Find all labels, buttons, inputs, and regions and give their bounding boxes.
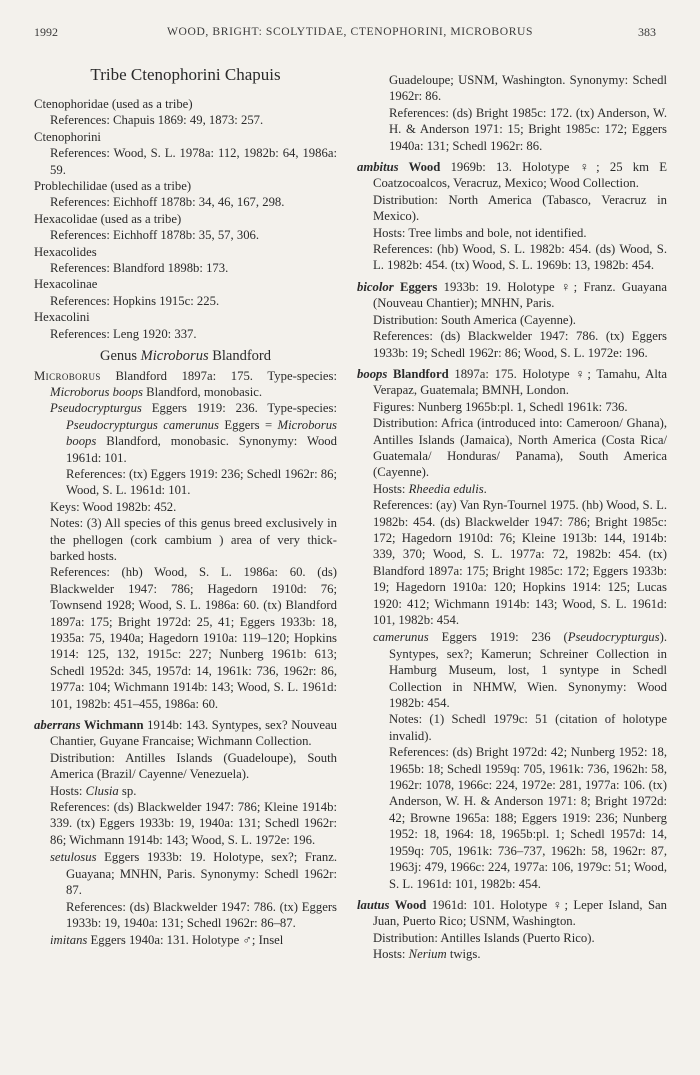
synonym-name: Problechilidae (used as a tribe) <box>34 179 192 194</box>
pseudocrypturgus-entry <box>50 400 337 466</box>
species-hosts <box>34 783 337 799</box>
species-author: Wichmann <box>80 718 144 733</box>
pseudo-refs: References: (tx) Eggers 1919: 236; Schedl 1962r: 86; Wood, S. L. 1961d: 101. <box>66 466 337 498</box>
species-distribution: Distribution: Africa (introduced into: Cameroon/ Ghana), Antilles Islands (Jamaica), North America (Costa Rica/ Guatemala/ Honduras/ Panama), South America (Cayenne). <box>373 416 667 480</box>
genus-title-name: Microborus <box>140 348 209 365</box>
genus-title-prefix: Genus <box>99 348 141 365</box>
synonym-notes: Notes: (1) Schedl 1979c: 51 (citation of holotype invalid). <box>389 712 667 743</box>
synonym-imitans <box>34 932 337 948</box>
hosts-tail: twigs. <box>446 947 481 962</box>
species-author: Wood <box>398 160 441 175</box>
synonym-line: Eggers 1919: 236 ( <box>428 630 568 645</box>
synonym-entry <box>34 178 337 211</box>
synonym-name: imitans <box>50 933 88 948</box>
pseudo-eq: Eggers = <box>218 417 278 432</box>
species-name: ambitus <box>357 160 399 175</box>
species-header <box>357 897 667 930</box>
species-references: References: (ay) Van Ryn-Tournel 1975. (hb) Wood, S. L. 1982b: 454. (ds) Blackwelder 1947: 786; Bright 1985c: 172; Hagedorn 1910d: 76; Kleine 1913b: 144, 1914b: 339, 370; Wood, S. L. 1977a: 72, 1982b: 454. (tx) Blandford 1897a: 175; Bright 1985c: 172; Eggers 1933b: 19; Hagedorn 1910a: 120; Hopkins 1914: 125; Lucas 1920: 412; Wichmann 1914b: 143; Wood, S. L. 1961d: 101, 1982b: 454. <box>373 498 667 627</box>
synonym-entry <box>34 211 337 244</box>
species-header <box>357 279 667 312</box>
synonym-name: Hexacolinae <box>34 277 98 292</box>
species-author: Blandford <box>387 366 449 381</box>
pseudo-eq-name: Microborus boops <box>66 417 337 449</box>
species-name: aberrans <box>34 718 81 733</box>
genus-notes: Notes: (3) All species of this genus breed exclusively in the phellogen (cork cambium ) area of very thick-barked hosts. <box>50 516 337 563</box>
right-column <box>357 72 667 963</box>
synonym-imitans-continued <box>357 72 667 154</box>
synonym-refs: References: Eichhoff 1878b: 34, 46, 167, 298. <box>50 195 285 210</box>
left-column <box>34 64 337 949</box>
synonym-refs: References: Wood, S. L. 1978a: 112, 1982b: 64, 1986a: 59. <box>50 146 337 177</box>
synonym-name: camerunus <box>373 630 429 645</box>
synonym-name: Ctenophorini <box>34 129 101 144</box>
genus-rest: Blandford 1897a: 175. Type-species: <box>100 368 337 383</box>
pseudo-tail: Blandford, monobasic. Synonymy: Wood 1961d: 101. <box>66 434 337 465</box>
genus-synonym-block <box>34 400 337 498</box>
hosts-tail: . <box>483 481 487 496</box>
species-line: 1897a: 175. Holotype ♀; Tamahu, Alta Verapaz, Guatemala; BMNH, London. <box>373 366 667 398</box>
species-header <box>357 366 667 399</box>
species-line: 1914b: 143. Syntypes, sex? Nouveau Chantier, Guyane Francaise; Wichmann Collection. <box>50 718 337 749</box>
synonym-line: Eggers 1933b: 19. Holotype, sex?; Franz. Guayana; MNHN, Paris. Synonymy: Schedl 1962r: 87. <box>66 850 337 898</box>
synonym-references: References: (ds) Blackwelder 1947: 786. (tx) Eggers 1933b: 19, 1940a: 131; Schedl 1962r: 86–87. <box>66 899 337 930</box>
synonym-name: setulosus <box>50 850 97 865</box>
imitans-references: References: (ds) Bright 1985c: 172. (tx) Anderson, W. H. & Anderson 1971: 15; Bright 1985c: 172; Eggers 1940a: 131; Schedl 1962r: 86. <box>389 105 667 153</box>
synonym-header <box>50 932 337 948</box>
species-hosts <box>357 481 667 497</box>
species-author: Eggers <box>393 279 438 294</box>
species-name: lautus <box>357 897 390 912</box>
page-number: 383 <box>638 25 656 39</box>
genus-title <box>34 348 337 364</box>
genus-name: Microborus <box>34 368 101 383</box>
species-hosts: Hosts: Tree limbs and bole, not identified. <box>373 225 587 240</box>
synonym-name: Hexacolini <box>34 310 90 325</box>
pseudo-rest: Eggers 1919: 236. Type-species: <box>141 401 337 416</box>
header-year: 1992 <box>34 25 58 39</box>
hosts-name: Nerium <box>408 947 447 962</box>
species-figures: Figures: Nunberg 1965b:pl. 1, Schedl 1961k: 736. <box>373 399 628 414</box>
species-header <box>357 159 667 192</box>
genus-type-rest: Blandford, monobasic. <box>142 384 263 399</box>
species-entry-ambitus <box>357 159 667 274</box>
synonym-name: Hexacolidae (used as a tribe) <box>34 211 182 226</box>
synonym-refs: References: Eichhoff 1878b: 35, 57, 306. <box>50 228 260 243</box>
synonym-entry <box>34 276 337 309</box>
genus-keys: Keys: Wood 1982b: 452. <box>50 499 177 514</box>
hosts-name: Clusia <box>85 783 119 798</box>
species-distribution: Distribution: Antilles Islands (Puerto Rico). <box>373 930 595 945</box>
species-hosts <box>357 946 667 962</box>
synonym-entry <box>34 244 337 277</box>
pseudo-type: Pseudocrypturgus camerunus <box>66 417 219 432</box>
synonym-setulosus <box>34 849 337 931</box>
genus-description <box>34 368 337 401</box>
species-author: Wood <box>389 897 427 912</box>
species-name: boops <box>357 366 388 381</box>
synonym-genus: Pseudocrypturgus <box>567 630 660 645</box>
pseudo-name: Pseudocrypturgus <box>50 401 142 416</box>
species-line: 1961d: 101. Holotype ♀; Leper Island, San Juan, Puerto Rico; USNM, Washington. <box>373 897 667 929</box>
synonym-refs: References: Blandford 1898b: 173. <box>50 261 229 276</box>
genus-references: References: (hb) Wood, S. L. 1986a: 60. (ds) Blackwelder 1947: 786; Hagedorn 1910d: 76; Townsend 1928; Wood, S. L. 1986a: 60. (tx) Blandford 1897a: 175; Bright 1972d: 25, 41; Eggers 1933b: 18, 1935a: 75, 1940a; Hagedorn 1910a: 119–120; Hopkins 1914: 125, 132, 1915c: 227; Nunberg 1961b: 613; Schedl 1952d: 345, 1957d: 14, 1961k: 736, 1962r: 86, 1977a: 104; Wichmann 1914b: 143; Wood, S. L. 1961d: 101, 1982b: 451–455, 1986a: 60. <box>50 565 337 711</box>
synonym-entry <box>34 309 337 342</box>
imitans-continued: Guadeloupe; USNM, Washington. Synonymy: Schedl 1962r: 86. <box>389 73 667 104</box>
genus-title-author: Blandford <box>208 348 272 365</box>
synonym-header <box>50 849 337 898</box>
synonym-entry <box>34 96 337 129</box>
species-references: References: (ds) Blackwelder 1947: 786. (tx) Eggers 1933b: 19; Schedl 1962r: 86; Wood, S. L. 1972e: 196. <box>373 329 667 360</box>
hosts-label: Hosts: <box>373 947 409 962</box>
synonym-header <box>373 629 667 711</box>
hosts-tail: sp. <box>118 783 137 798</box>
species-entry-aberrans <box>34 717 337 949</box>
synonym-refs: References: Leng 1920: 337. <box>50 326 197 341</box>
synonym-entry <box>34 129 337 178</box>
species-line: 1933b: 19. Holotype ♀; Franz. Guayana (Nouveau Chantier); MNHN, Paris. <box>373 279 667 311</box>
genus-type-species: Microborus boops <box>50 384 143 399</box>
species-distribution: Distribution: Antilles Islands (Guadeloupe), South America (Brazil/ Cayenne/ Venezuela). <box>50 750 337 782</box>
synonym-references: References: (ds) Bright 1972d: 42; Nunberg 1952: 18, 1965b: 18; Schedl 1959q: 705, 1961k: 736, 1962h: 58, 1962r: 1078, 1966c: 224, 1972e: 281, 1977a: 106. (tx) Anderson, W. H. & Anderson 1971: 8; Bright 1972d: 42; Browne 1965a: 188; Eggers 1919: 236; Nunberg 1952: 18, 1964: 18, 1965b:pl. 1; Schedl 1957d: 14, 1959q: 705, 1961k: 736–737, 1962h: 58, 1962r: 87, 1963j: 479, 1966c: 224, 1977a: 106, 1979c: 51; Wood, S. L. 1961d: 101, 1982b: 454. <box>389 745 667 891</box>
running-title: WOOD, BRIGHT: SCOLYTIDAE, CTENOPHORINI, MICROBORUS <box>166 25 534 38</box>
tribe-title: Tribe Ctenophorini Chapuis <box>90 65 281 84</box>
synonym-refs: References: Chapuis 1869: 49, 1873: 257. <box>50 113 264 128</box>
species-entry-boops <box>357 366 667 892</box>
hosts-label: Hosts: <box>50 783 86 798</box>
synonym-name: Ctenophoridae (used as a tribe) <box>34 97 193 111</box>
species-references: References: (ds) Blackwelder 1947: 786; Kleine 1914b: 339. (tx) Eggers 1933b: 19, 1940a: 131; Schedl 1962r: 86; Wichmann 1914b: 143; Wood, S. L. 1972e: 196. <box>50 800 337 847</box>
synonym-name: Hexacolides <box>34 244 97 259</box>
synonym-camerunus <box>357 629 667 892</box>
species-distribution: Distribution: South America (Cayenne). <box>373 312 576 327</box>
species-references: References: (hb) Wood, S. L. 1982b: 454. (ds) Wood, S. L. 1982b: 454. (tx) Wood, S. L. 1969b: 13, 1982b: 454. <box>373 242 667 273</box>
synonym-refs: References: Hopkins 1915c: 225. <box>50 293 220 308</box>
hosts-label: Hosts: <box>373 481 409 496</box>
hosts-name: Rheedia edulis <box>408 481 484 496</box>
synonym-line-tail: ). Syntypes, sex?; Kamerun; Schreiner Collection in Hamburg Museum, lost, 1 syntype in Schedl Collection in NHMW, Wien. Synonymy: Wood 1982b: 454. <box>389 630 667 711</box>
species-distribution: Distribution: North America (Tabasco, Veracruz in Mexico). <box>373 192 667 224</box>
species-entry-lautus <box>357 897 667 963</box>
species-name: bicolor <box>357 279 394 294</box>
synonym-line: Eggers 1940a: 131. Holotype ♂; Insel <box>87 933 284 948</box>
species-entry-bicolor <box>357 279 667 361</box>
species-line: 1969b: 13. Holotype ♀; 25 km E Coatzocoalcos, Veracruz, Mexico; Wood Collection. <box>373 160 667 191</box>
species-header <box>34 717 337 750</box>
